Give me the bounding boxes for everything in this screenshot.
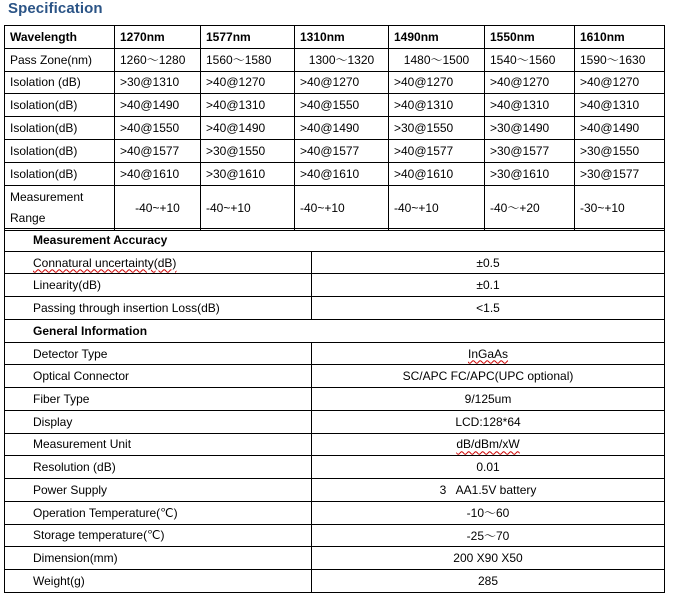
spec-label: Display <box>5 410 312 433</box>
table-row <box>5 570 665 593</box>
table-cell: >40@1270 <box>201 71 295 94</box>
spec-label: Power Supply <box>5 479 312 502</box>
column-header: 1610nm <box>575 26 665 49</box>
table-row <box>5 274 665 297</box>
spec-label: Weight(g) <box>5 570 312 593</box>
row-label: Isolation(dB) <box>5 139 115 162</box>
table-cell: -40~+10 <box>201 185 295 230</box>
spec-value: 3 AA1.5V battery <box>312 479 665 502</box>
table-cell: >40@1490 <box>201 117 295 140</box>
spec-value-text: InGaAs <box>467 346 509 361</box>
table-cell: -30~+10 <box>575 185 665 230</box>
table-row <box>5 388 665 411</box>
table-cell: >40@1490 <box>115 94 201 117</box>
spec-label: Fiber Type <box>5 388 312 411</box>
column-header: Wavelength <box>5 26 115 49</box>
table-cell: >30@1610 <box>201 162 295 185</box>
wavelength-spec-table <box>4 25 665 231</box>
table-cell: >30@1310 <box>115 71 201 94</box>
spec-label <box>5 251 312 274</box>
table-cell: >40@1550 <box>295 94 389 117</box>
spec-value: SC/APC FC/APC(UPC optional) <box>312 365 665 388</box>
spec-value: -10～60 <box>312 501 665 524</box>
table-row <box>5 547 665 570</box>
spec-value: ±0.5 <box>312 251 665 274</box>
table-cell: >40@1490 <box>575 117 665 140</box>
table-cell: >40@1270 <box>389 71 485 94</box>
spec-value: 200 X90 X50 <box>312 547 665 570</box>
table-cell: >40@1577 <box>389 139 485 162</box>
table-row <box>5 297 665 320</box>
table-cell: >40@1310 <box>485 94 575 117</box>
table-header-row <box>5 26 665 49</box>
table-row <box>5 139 665 162</box>
table-row <box>5 94 665 117</box>
table-cell: >40@1270 <box>485 71 575 94</box>
table-row <box>5 479 665 502</box>
table-cell: >40@1610 <box>115 162 201 185</box>
table-row <box>5 524 665 547</box>
spec-label: Linearity(dB) <box>5 274 312 297</box>
table-row <box>5 185 665 230</box>
table-cell: >40@1577 <box>115 139 201 162</box>
spec-value: 0.01 <box>312 456 665 479</box>
spec-value: 9/125um <box>312 388 665 411</box>
spec-label: Passing through insertion Loss(dB) <box>5 297 312 320</box>
page-title: Specification <box>8 0 103 17</box>
table-cell: -40~+10 <box>295 185 389 230</box>
table-row <box>5 117 665 140</box>
section-heading: Measurement Accuracy <box>5 229 665 252</box>
section-header-row <box>5 229 665 252</box>
table-cell: -40～+20 <box>485 185 575 230</box>
table-cell: 1480～1500 <box>389 48 485 71</box>
column-header: 1490nm <box>389 26 485 49</box>
spec-label: Detector Type <box>5 342 312 365</box>
spec-value: -25～70 <box>312 524 665 547</box>
spec-label: Resolution (dB) <box>5 456 312 479</box>
spec-label-text: Connatural uncertainty(dB) <box>33 255 177 270</box>
spec-value <box>312 433 665 456</box>
table-cell: >40@1550 <box>115 117 201 140</box>
table-cell: >40@1310 <box>575 94 665 117</box>
spec-value: <1.5 <box>312 297 665 320</box>
column-header: 1310nm <box>295 26 389 49</box>
spec-value: LCD:128*64 <box>312 410 665 433</box>
table-cell: >40@1610 <box>389 162 485 185</box>
table-cell: >40@1577 <box>295 139 389 162</box>
table-cell: >30@1577 <box>575 162 665 185</box>
table-cell: >40@1610 <box>295 162 389 185</box>
section-heading: General Information <box>5 319 665 342</box>
table-row <box>5 433 665 456</box>
row-label: Pass Zone(nm) <box>5 48 115 71</box>
spec-value-text: dB/dBm/xW <box>456 437 520 452</box>
row-label: Isolation(dB) <box>5 162 115 185</box>
table-cell: 1300～1320 <box>295 48 389 71</box>
spec-label: Operation Temperature(℃) <box>5 501 312 524</box>
spec-label: Measurement Unit <box>5 433 312 456</box>
table-cell: >40@1310 <box>201 94 295 117</box>
table-row <box>5 251 665 274</box>
column-header: 1550nm <box>485 26 575 49</box>
column-header: 1577nm <box>201 26 295 49</box>
table-cell: >40@1490 <box>295 117 389 140</box>
table-cell: >40@1310 <box>389 94 485 117</box>
spec-value: 285 <box>312 570 665 593</box>
spec-label: Dimension(mm) <box>5 547 312 570</box>
table-row <box>5 501 665 524</box>
table-cell: >30@1550 <box>201 139 295 162</box>
table-row <box>5 410 665 433</box>
spec-label: Optical Connector <box>5 365 312 388</box>
spec-label: Storage temperature(℃) <box>5 524 312 547</box>
column-header: 1270nm <box>115 26 201 49</box>
spec-value <box>312 342 665 365</box>
section-header-row <box>5 319 665 342</box>
table-cell: >30@1577 <box>485 139 575 162</box>
table-row <box>5 456 665 479</box>
table-cell: >30@1490 <box>485 117 575 140</box>
row-label: Isolation(dB) <box>5 94 115 117</box>
table-row <box>5 342 665 365</box>
table-row <box>5 162 665 185</box>
table-cell: -40~+10 <box>115 185 201 230</box>
table-row <box>5 365 665 388</box>
table-cell: >40@1270 <box>295 71 389 94</box>
table-cell: >30@1550 <box>389 117 485 140</box>
table-cell: >40@1270 <box>575 71 665 94</box>
table-cell: -40~+10 <box>389 185 485 230</box>
row-label: Isolation(dB) <box>5 117 115 140</box>
table-row <box>5 48 665 71</box>
general-spec-table <box>4 228 665 593</box>
table-cell: 1260～1280 <box>115 48 201 71</box>
table-row <box>5 71 665 94</box>
spec-value: ±0.1 <box>312 274 665 297</box>
table-cell: 1590～1630 <box>575 48 665 71</box>
table-cell: 1540～1560 <box>485 48 575 71</box>
table-cell: 1560～1580 <box>201 48 295 71</box>
table-cell: >30@1610 <box>485 162 575 185</box>
table-cell: >30@1550 <box>575 139 665 162</box>
row-label: Measurement Range <box>5 185 115 230</box>
row-label: Isolation (dB) <box>5 71 115 94</box>
